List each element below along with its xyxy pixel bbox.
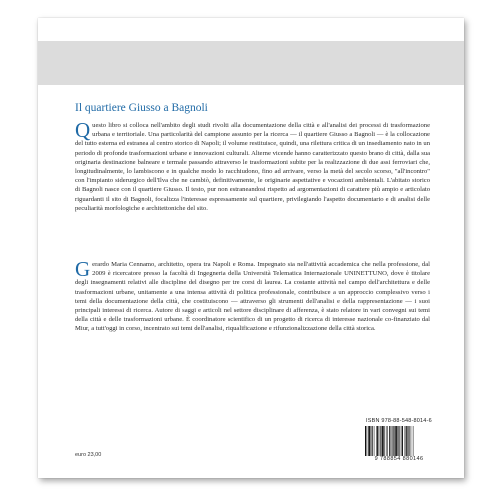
isbn-label: ISBN 978-88-548-8014-6 xyxy=(366,418,432,424)
barcode-icon xyxy=(364,426,434,456)
book-title: Il quartiere Giusso a Bagnoli xyxy=(75,102,208,114)
author-bio xyxy=(75,257,430,334)
price-label: euro 23,00 xyxy=(75,452,102,458)
book-description xyxy=(75,118,430,213)
book-back-cover xyxy=(38,18,464,478)
drop-cap: Q xyxy=(75,118,91,142)
header-band xyxy=(38,41,464,85)
drop-cap: G xyxy=(75,257,91,281)
bio-text: erardo Maria Cennamo, architetto, opera tra Napoli e Roma. Impegnato sia nell'attività accademica che nella professione, dal 2009 è ricercatore presso la facoltà di Ingegneria della Università Telematica Internazionale UNINETTUNO, dove è titolare degli insegnamenti relativi alle discipline del disegno per tre corsi di laurea. La costante attività nel campo dell'architettura e delle trasformazioni urbane, unitamente a una intensa attività di politica professionale, contribuisce a un approccio complessivo verso i temi della documentazione della città, che costituiscono — attraverso gli strumenti dell'analisi e della rappresentazione — i suoi principali interessi di ricerca. Autore di saggi e articoli nel settore disciplinare di afferenza, è stato relatore in vari convegni sui temi della città e delle trasformazioni urbane. È coordinatore scientifico di un progetto di ricerca di interesse nazionale co-finanziato dal Miur, a tutt'oggi in corso, incentrato sui temi dell'analisi, riqualificazione e rifunzionalizzazione della città storica. xyxy=(75,261,430,333)
description-text: uesto libro si colloca nell'ambito degli studi rivolti alla documentazione della città e all'analisi dei processi di trasformazione urbana e territoriale. Una particolarità del campione assunto per la ricerca — il quartiere Giusso a Bagnoli — è la collocazione del tutto esterna ed estranea al centro storico di Napoli; il volume restituisce, quindi, una rilettura critica di un insediamento nato in un periodo di profonde trasformazioni urbane e innovazioni culturali. Alterne vicende hanno caratterizzato questo brano di città, dalla sua originaria destinazione balneare e termale passando attraverso le trasformazioni subite per la realizzazione di due assi ferroviari che, longitudinalmente, lo lambiscono e in qualche modo lo racchiudono, fino ad arrivare, verso la metà del secolo scorso, "all'incontro" con l'impianto siderurgico dell'Ilva che ne cambiò, definitivamente, le originarie aspettative e vocazioni ambientali. L'abitato storico di Bagnoli nasce con il quartiere Giusso. Il testo, pur non estraneandosi rispetto ad argomentazioni di carattere più ampio e articolato riguardanti il sito di Bagnoli, focalizza l'interesse espressamente sul quartiere, privilegiando l'aspetto documentario e di analisi delle peculiarità morfologiche e architettoniche del sito. xyxy=(75,122,430,212)
barcode-number: 9 788854 880146 xyxy=(374,456,424,462)
